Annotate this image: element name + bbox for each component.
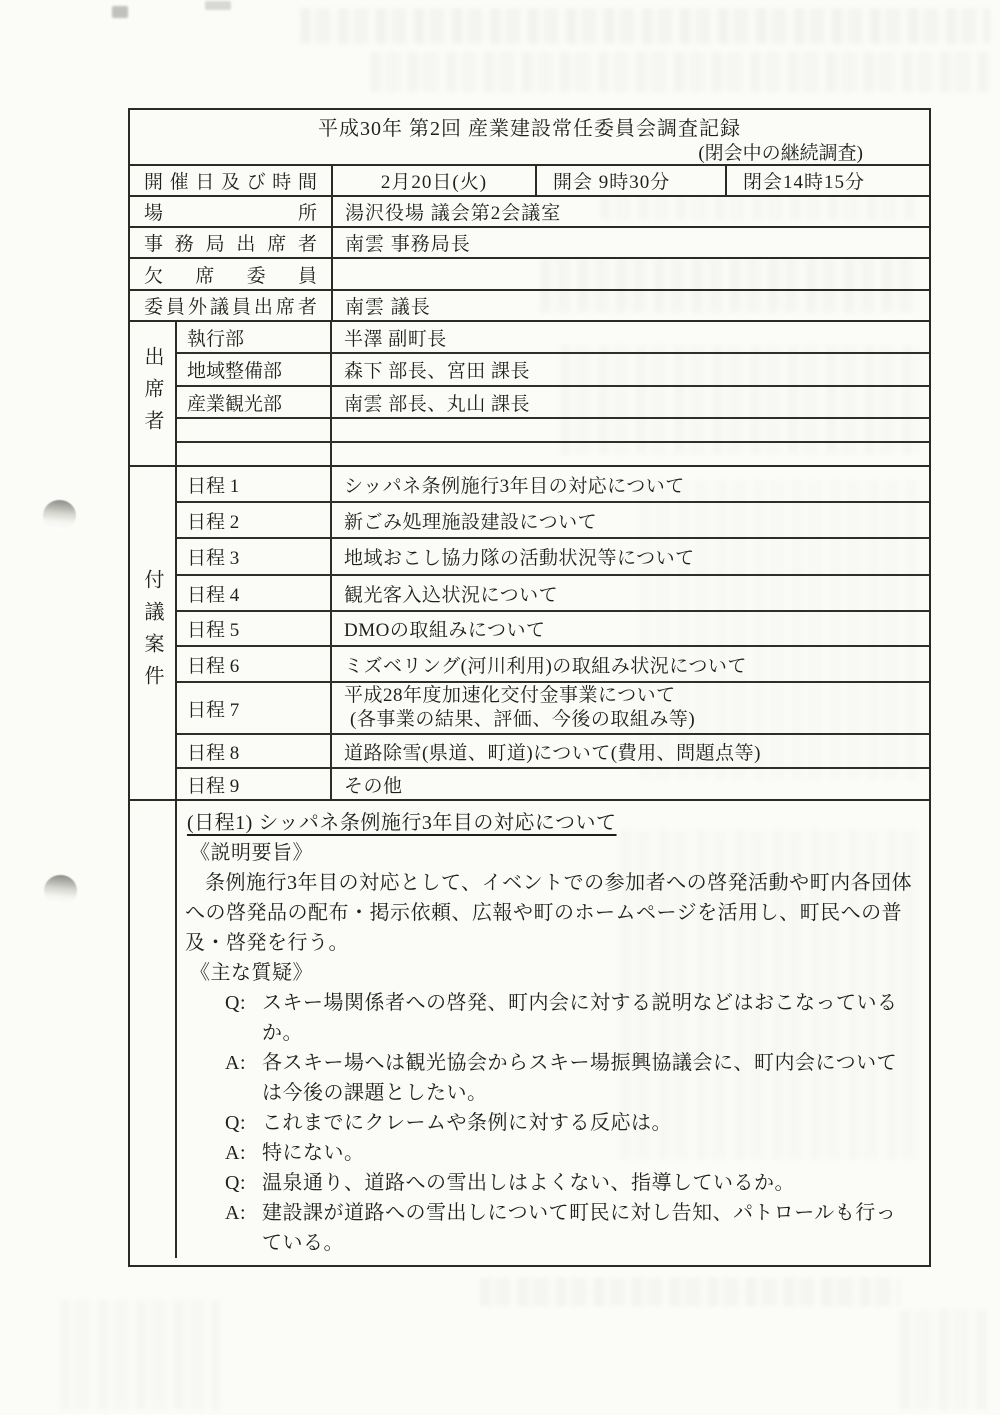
summary-paragraph: 条例施行3年目の対応として、イベントでの参加者への啓発活動や町内各団体への啓発品の配布・掲示依頼、広報や町のホームページを活用し、町民への普及・啓発を行う。 — [185, 872, 913, 954]
minutes-content — [177, 801, 929, 1258]
agenda-no: 日程 6 — [177, 647, 332, 681]
agenda-section-label: 付議案件 — [130, 467, 177, 799]
qa-item — [185, 1108, 915, 1138]
agenda-row — [177, 769, 929, 799]
agenda-title — [332, 683, 929, 733]
qa-text: スキー場関係者への啓発、町内会に対する説明などはおこなっているか。 — [262, 992, 898, 1044]
outside-member-value: 南雲 議長 — [345, 297, 431, 318]
bleedthrough-smudge — [60, 1300, 220, 1410]
qa-item — [185, 1168, 915, 1198]
minutes-heading-text: (日程1) シッパネ条例施行3年目の対応について — [187, 812, 617, 834]
row-secretariat — [130, 228, 929, 259]
attendee-row — [177, 387, 929, 419]
agenda-title: 道路除雪(県道、町道)について(費用、問題点等) — [344, 742, 761, 764]
minutes-heading — [185, 808, 915, 838]
title-cell — [130, 110, 929, 166]
agenda-row — [177, 683, 929, 735]
agenda-no: 日程 2 — [177, 503, 332, 537]
summary-label: 《説明要旨》 — [190, 842, 313, 864]
absent-value — [333, 259, 929, 289]
agenda-row — [177, 503, 929, 539]
agenda-no: 日程 4 — [177, 576, 332, 610]
agenda-row — [177, 647, 929, 683]
attendee-dept — [177, 419, 332, 441]
datetime-label: 開 催 日 及 び 時 間 — [130, 166, 333, 195]
attendee-dept: 産業観光部 — [177, 387, 332, 417]
attendee-dept: 執行部 — [177, 322, 332, 352]
agenda-title: DMOの取組みについて — [344, 620, 546, 641]
punch-hole — [43, 500, 76, 531]
place-value: 湯沢役場 議会第2会議室 — [345, 203, 562, 224]
attendee-row — [177, 443, 929, 465]
agenda-no: 日程 7 — [177, 683, 332, 733]
agenda-row — [177, 467, 929, 503]
qa-text: 建設課が道路への雪出しについて町民に対し告知、パトロールも行っている。 — [262, 1202, 897, 1254]
attendee-row — [177, 354, 929, 387]
open-time: 開会 9時30分 — [537, 166, 727, 195]
agenda-section — [130, 467, 929, 801]
punch-hole — [44, 875, 77, 906]
meeting-date: 2月20日(火) — [333, 166, 537, 195]
secretariat-value: 南雲 事務局長 — [345, 234, 471, 255]
close-time: 閉会14時15分 — [743, 172, 866, 193]
secretariat-label: 事 務 局 出 席 者 — [130, 228, 333, 257]
bleedthrough-smudge — [300, 8, 990, 44]
row-place — [130, 197, 929, 228]
agenda-no: 日程 3 — [177, 539, 332, 574]
agenda-row — [177, 576, 929, 612]
attendee-names: 半澤 副町長 — [344, 328, 447, 350]
qa-prefix: A: — [225, 1202, 246, 1224]
agenda-title: 新ごみ処理施設建設について — [344, 511, 598, 533]
agenda-no: 日程 5 — [177, 612, 332, 645]
qa-item — [185, 988, 915, 1048]
attendee-names: 南雲 部長、丸山 課長 — [344, 393, 531, 415]
qa-text: 温泉通り、道路への雪出しはよくない、指導しているか。 — [262, 1172, 795, 1194]
document-title: 平成30年 第2回 産業建設常任委員会調査記録 — [318, 118, 741, 140]
place-label: 場 所 — [130, 197, 333, 226]
attendees-section-label: 出席者 — [130, 322, 177, 465]
agenda-title: 観光客入込状況について — [344, 584, 559, 606]
agenda-row — [177, 612, 929, 647]
qa-label: 《主な質疑》 — [190, 962, 313, 984]
row-outside-member — [130, 291, 929, 322]
agenda-title: シッパネ条例施行3年目の対応について — [344, 475, 685, 497]
qa-text: これまでにクレームや条例に対する反応は。 — [262, 1112, 672, 1134]
attendee-dept: 地域整備部 — [177, 354, 332, 385]
absent-label: 欠 席 委 員 — [130, 259, 333, 289]
agenda-title-line1: 平成28年度加速化交付金事業について — [344, 685, 676, 706]
minutes-left-gutter — [130, 801, 177, 1258]
qa-prefix: Q: — [225, 992, 246, 1014]
agenda-no: 日程 9 — [177, 769, 332, 799]
agenda-title: その他 — [344, 775, 403, 797]
qa-text: 特にない。 — [262, 1142, 365, 1164]
qa-prefix: A: — [225, 1052, 246, 1074]
attendee-names: 森下 部長、宮田 課長 — [344, 361, 531, 382]
scan-mark — [205, 1, 231, 10]
attendees-section — [130, 322, 929, 467]
bleedthrough-smudge — [900, 1310, 990, 1410]
qa-prefix: A: — [225, 1142, 246, 1164]
agenda-no: 日程 8 — [177, 735, 332, 767]
qa-text: 各スキー場へは観光協会からスキー場振興協議会に、町内会については今後の課題としたい。 — [262, 1052, 898, 1104]
scan-mark — [112, 6, 128, 18]
agenda-no: 日程 1 — [177, 467, 332, 501]
agenda-row — [177, 735, 929, 769]
row-absent-members — [130, 259, 929, 291]
agenda-row — [177, 539, 929, 576]
agenda-title: 地域おこし協力隊の活動状況等について — [344, 548, 695, 569]
agenda-title: ミズベリング(河川利用)の取組み状況について — [344, 655, 747, 677]
qa-item — [185, 1048, 915, 1108]
attendee-dept — [177, 443, 332, 465]
attendee-row — [177, 322, 929, 354]
qa-item — [185, 1138, 915, 1168]
attendee-names — [332, 419, 929, 441]
qa-list — [185, 988, 915, 1258]
row-datetime — [130, 166, 929, 197]
qa-prefix: Q: — [225, 1172, 246, 1194]
minutes-section — [130, 801, 929, 1258]
attendee-row — [177, 419, 929, 443]
attendee-names — [332, 443, 929, 465]
bleedthrough-smudge — [370, 52, 990, 92]
document-subtitle: (閉会中の継続調査) — [698, 143, 863, 164]
qa-prefix: Q: — [225, 1112, 246, 1134]
minutes-record-table — [128, 108, 931, 1267]
outside-member-label: 委 員 外 議 員 出 席 者 — [130, 291, 333, 320]
bleedthrough-smudge — [480, 1278, 900, 1306]
qa-item — [185, 1198, 915, 1258]
agenda-title-line2: (各事業の結果、評価、今後の取組み等) — [350, 709, 696, 730]
